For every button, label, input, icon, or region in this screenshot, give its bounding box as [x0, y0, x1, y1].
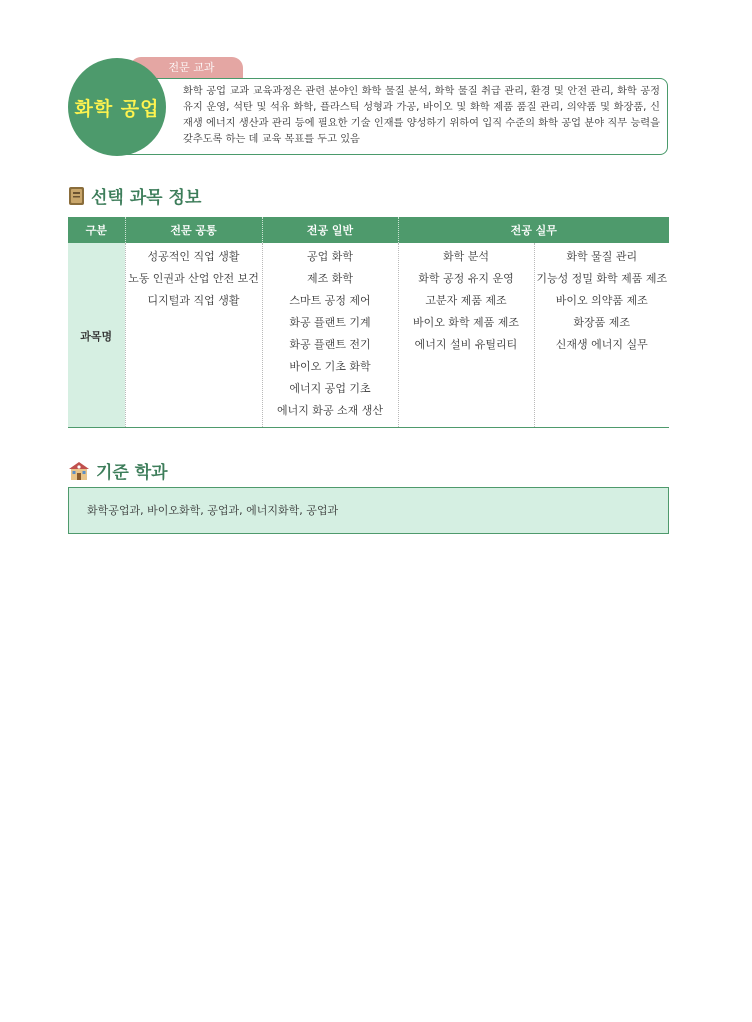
school-icon — [68, 461, 90, 481]
table-row — [68, 243, 669, 427]
course-item: 화학 물질 관리 — [566, 250, 638, 263]
department-list: 화학공업과, 바이오화학, 공업과, 에너지화학, 공업과 — [68, 487, 669, 534]
course-item: 성공적인 직업 생활 — [147, 250, 240, 263]
subject-title: 화학 공업 — [74, 97, 160, 120]
row-header-course-name: 과목명 — [68, 243, 125, 427]
subject-badge — [68, 58, 166, 156]
departments-section-heading — [68, 458, 168, 483]
column-header-general: 전공 일반 — [262, 217, 398, 243]
course-item: 화학 공정 유지 운영 — [418, 272, 514, 285]
column-header-practical: 전공 실무 — [398, 217, 669, 243]
course-item: 바이오 의약품 제조 — [555, 294, 648, 307]
course-item: 디지털과 직업 생활 — [147, 294, 240, 307]
course-item: 신재생 에너지 실무 — [555, 338, 648, 351]
course-item: 화학 분석 — [442, 250, 489, 263]
course-item: 제조 화학 — [306, 272, 353, 285]
common-course-cell — [125, 243, 262, 427]
subject-description: 화학 공업 교과 교육과정은 관련 분야인 화학 물질 분석, 화학 물질 취급 관리, 환경 및 안전 관리, 화학 공정 유지 운영, 석탄 및 석유 화학, 플라스틱 성형과 가공, 바이오 및 화학 제품 품질 관리, 의약품 및 화장품, 신재생 에너지 생산과 관리 등에 필요한 기술 인재를 양성하기 위하여 입직 수준의 화학 공업 분야 직무 능력을 갖추도록 하는 데 교육 목표를 두고 있음 — [183, 86, 660, 145]
departments-section-title: 기준 학과 — [96, 463, 168, 483]
courses-section-title: 선택 과목 정보 — [91, 188, 202, 208]
book-icon — [68, 186, 85, 206]
general-course-cell — [262, 243, 398, 427]
practical-course-cell-1 — [398, 243, 534, 427]
subject-category-tag: 전문 교과 — [130, 57, 243, 79]
column-header-common: 전문 공통 — [125, 217, 262, 243]
course-item: 노동 인권과 산업 안전 보건 — [128, 272, 259, 285]
courses-section-heading — [68, 183, 201, 208]
course-item: 기능성 정밀 화학 제품 제조 — [536, 272, 668, 285]
course-item: 에너지 공업 기초 — [289, 382, 371, 395]
course-item: 화장품 제조 — [573, 316, 631, 329]
course-item: 공업 화학 — [306, 250, 353, 263]
course-item: 고분자 제품 제조 — [425, 294, 507, 307]
courses-table — [68, 217, 669, 428]
course-item: 바이오 기초 화학 — [289, 360, 371, 373]
course-item: 에너지 설비 유틸리티 — [414, 338, 518, 351]
course-item: 스마트 공정 제어 — [289, 294, 371, 307]
course-item: 화공 플랜트 기계 — [289, 316, 371, 329]
column-header-category: 구분 — [68, 217, 125, 243]
practical-course-cell-2 — [534, 243, 669, 427]
course-item: 바이오 화학 제품 제조 — [412, 316, 520, 329]
course-item: 화공 플랜트 전기 — [289, 338, 371, 351]
course-item: 에너지 화공 소재 생산 — [276, 404, 384, 417]
table-header-row — [68, 217, 669, 243]
